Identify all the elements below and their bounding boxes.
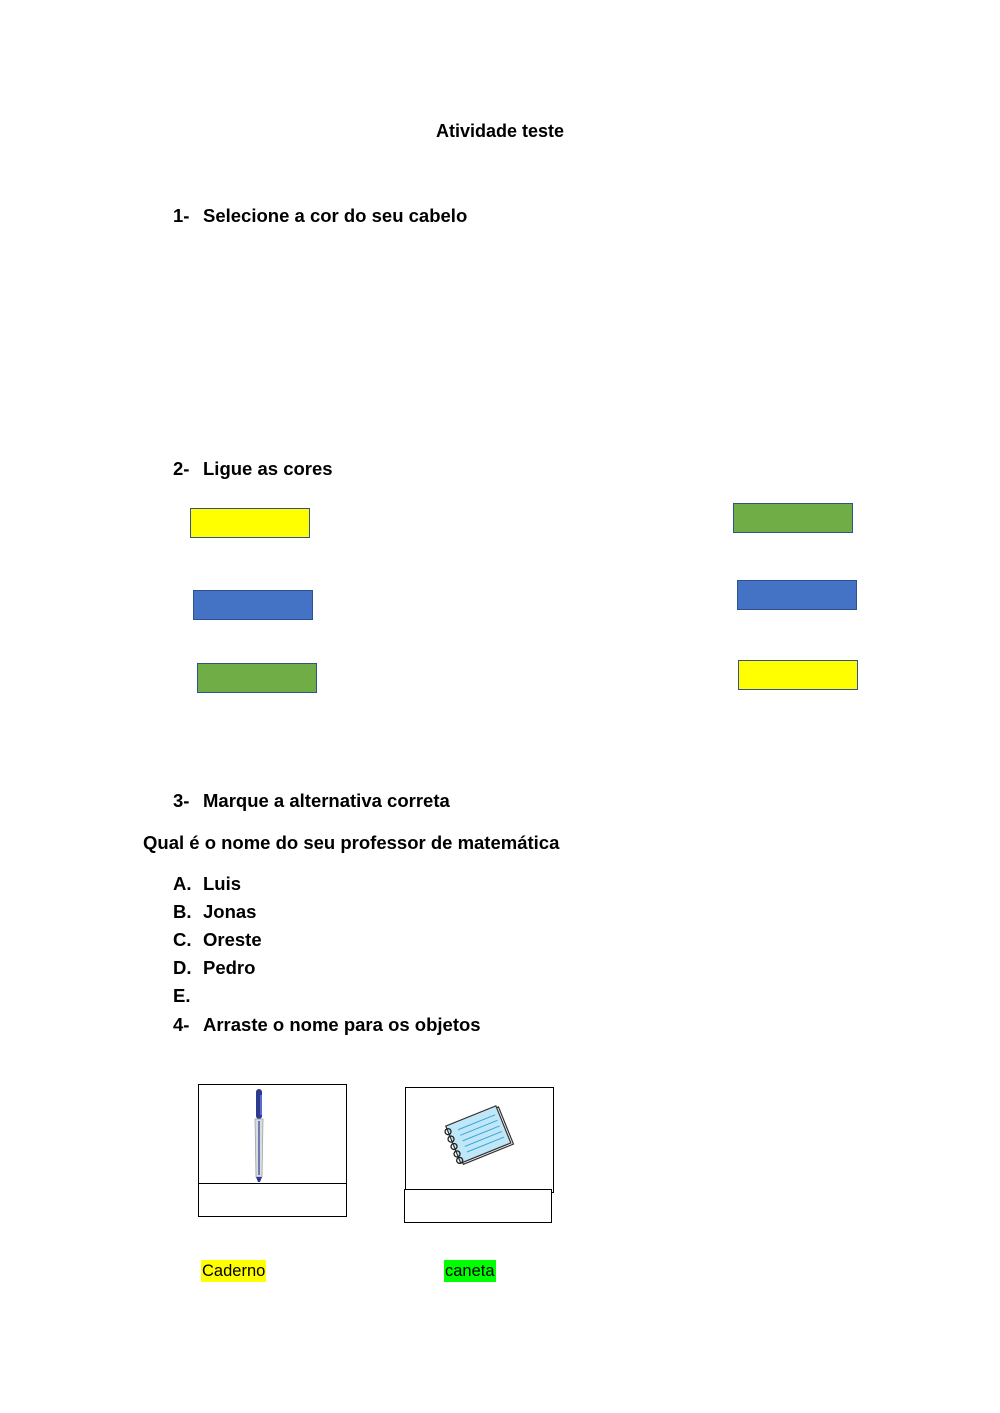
question-4-heading [173,1014,481,1036]
notebook-image-frame [405,1087,554,1193]
right-yellow-box[interactable] [738,660,858,690]
option-letter: A. [173,873,192,894]
option-a[interactable] [173,873,241,895]
option-letter: B. [173,901,192,922]
right-green-box[interactable] [733,503,853,533]
option-text: Jonas [203,901,257,922]
question-1-text: Selecione a cor do seu cabelo [203,205,468,226]
question-3-number: 3- [173,790,190,811]
option-b[interactable] [173,901,256,923]
page-title: Atividade teste [435,121,565,141]
question-1-number: 1- [173,205,190,226]
question-4-text: Arraste o nome para os objetos [203,1014,481,1035]
left-blue-box[interactable] [193,590,313,620]
pen-icon [199,1085,346,1183]
option-d[interactable] [173,957,255,979]
option-e[interactable] [173,985,203,1007]
pen-image-frame [198,1084,347,1184]
option-letter: C. [173,929,192,950]
option-c[interactable] [173,929,262,951]
option-text: Luis [203,873,242,894]
pen-drop-zone[interactable] [198,1183,347,1217]
question-3-heading [173,790,450,812]
left-green-box[interactable] [197,663,317,693]
option-letter: D. [173,957,192,978]
question-2-heading [173,458,333,480]
notebook-icon [406,1088,553,1192]
label-caneta[interactable]: caneta [445,1262,495,1280]
question-1-heading [173,205,467,227]
question-3-prompt: Qual é o nome do seu professor de matemática [143,832,560,853]
option-text: Pedro [203,957,256,978]
question-2-number: 2- [173,458,190,479]
question-4-number: 4- [173,1014,190,1035]
option-letter: E. [173,985,191,1006]
label-caderno[interactable]: Caderno [202,1262,266,1280]
notebook-drop-zone[interactable] [404,1189,552,1223]
option-text: Oreste [203,929,262,950]
question-3-text: Marque a alternativa correta [203,790,450,811]
question-2-text: Ligue as cores [203,458,333,479]
right-blue-box[interactable] [737,580,857,610]
left-yellow-box[interactable] [190,508,310,538]
